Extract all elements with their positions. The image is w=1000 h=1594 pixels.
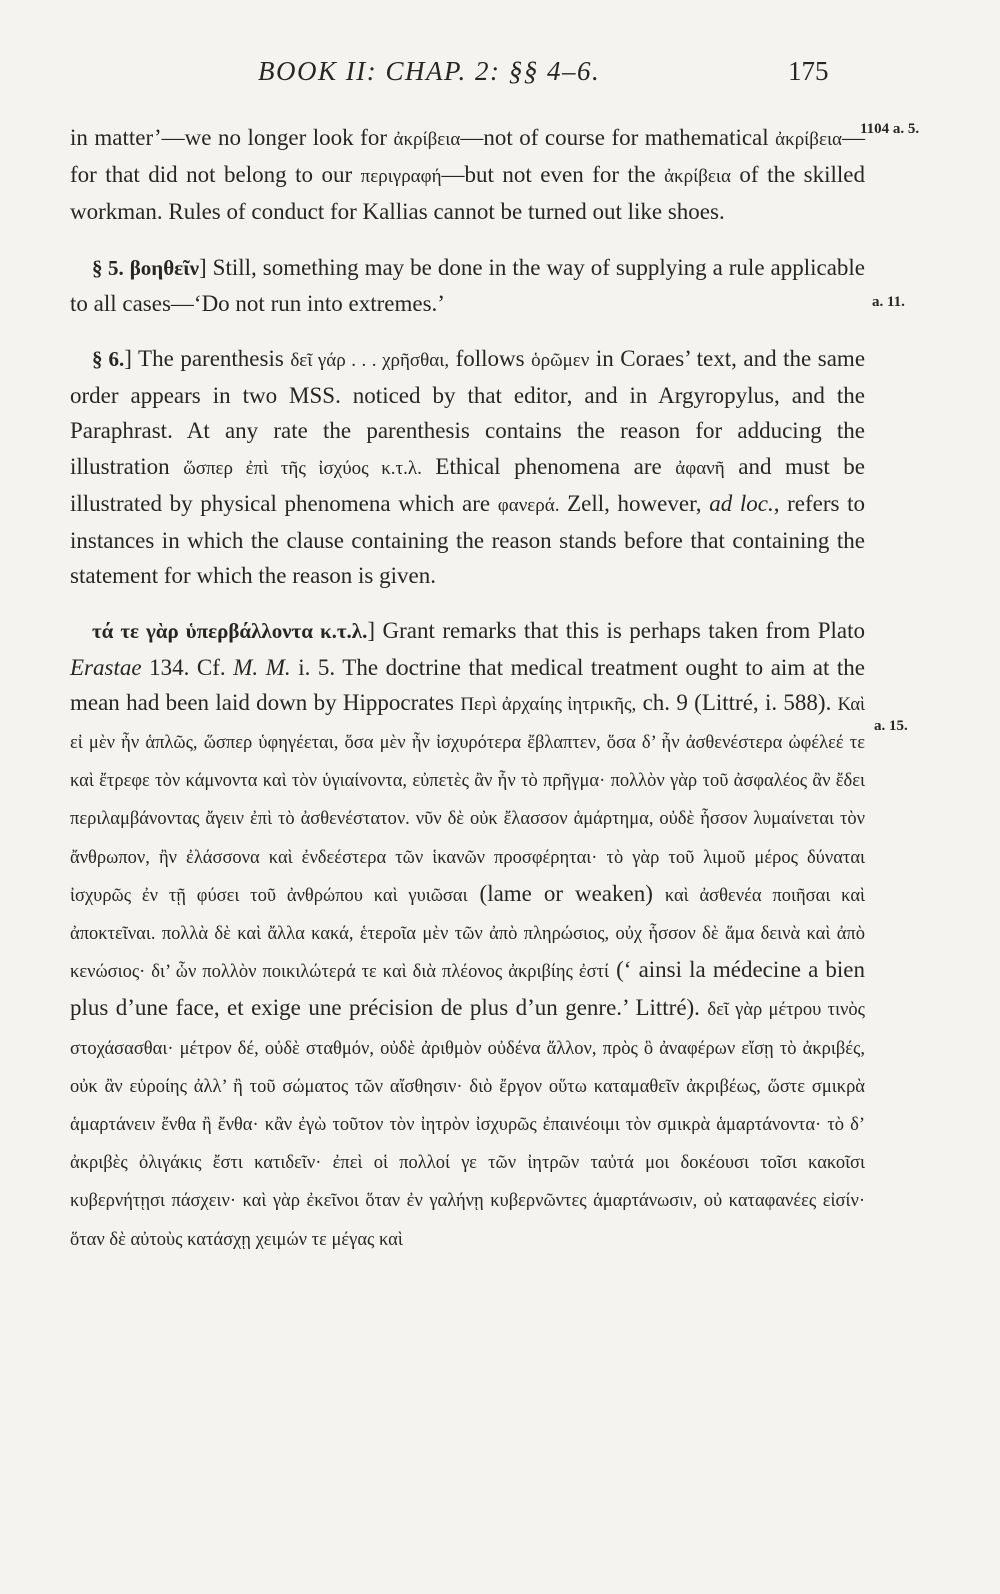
- text-run: (lame or weaken): [467, 880, 665, 906]
- italic-term: Erastae: [70, 654, 142, 680]
- lemma: τά τε γὰρ ὑπερβάλλοντα κ.τ.λ.: [92, 619, 368, 644]
- section-marker: § 5.: [92, 255, 124, 280]
- italic-term: M. M.: [233, 654, 291, 680]
- text-run: in Coraes’ text, and the same order appears in two MSS. noticed by that editor, and in Argyropylus, and the Paraphrast. At any rate the parenthesis contains the reason for adducing the illustration: [70, 346, 866, 479]
- text-run: Zell, however,: [559, 490, 710, 516]
- text-run: in matter’—we no longer look for: [70, 125, 394, 150]
- text-run: —not of course for mathematical: [460, 125, 776, 150]
- text-run: , refers to instances in which the clause containing the reason stands before that containing the statement for which the reason is given.: [70, 490, 865, 589]
- lemma: βοηθεῖν: [129, 255, 200, 280]
- text-run: and must be illustrated by physical phenomena which are: [70, 453, 865, 516]
- text-run: ] The parenthesis: [124, 346, 291, 372]
- text-run: 134. Cf.: [141, 654, 234, 680]
- greek-term: ὥσπερ ἐπὶ τῆς ἰσχύος κ.τ.λ.: [183, 457, 422, 479]
- greek-term: ὁρῶμεν: [531, 350, 590, 372]
- section-marker: § 6.: [92, 347, 125, 372]
- greek-term: ἀκρίβεια: [393, 129, 461, 150]
- note-hippocrates: [70, 613, 865, 1257]
- italic-term: ad loc.: [709, 490, 774, 516]
- margin-reference: a. 11.: [872, 294, 905, 310]
- page-header: [0, 56, 1000, 100]
- running-title: BOOK II: CHAP. 2: §§ 4–6.: [258, 56, 601, 86]
- greek-term: δεῖ γάρ . . . χρῆσθαι,: [290, 350, 450, 372]
- text-run: ] Still, something may be done in the way of supplying a rule applicable to all cases—‘Do not run into extremes.’: [70, 254, 866, 316]
- note-section-5: [70, 250, 865, 321]
- greek-term: Περὶ ἀρχαίης ἰητρικῆς,: [460, 693, 637, 715]
- text-run: ] Grant remarks that this is perhaps taken from Plato: [367, 618, 865, 644]
- text-run: (‘ ainsi la médecine a bien plus d’une face, et exige une précision de plus d’un genre.’ Littré).: [70, 957, 865, 1021]
- text-run: Ethical phenomena are: [421, 453, 676, 479]
- paragraph-continuation: [70, 120, 865, 230]
- text-run: follows: [449, 346, 532, 372]
- greek-quotation: δεῖ γὰρ μέτρου τινὸς στοχάσασθαι· μέτρον δέ, οὐδὲ σταθμόν, οὐδὲ ἀριθμὸν οὐδένα ἄλλον, πρὸς ὃ ἀναφέρων εἴσῃ τὸ ἀκριβές, οὐκ ἂν εὑροίης ἀλλ’ ἢ τοῦ σώματος τῶν αἴσθησιν· διὸ ἔργον οὕτω καταμαθεῖν ἀκριβέως, ὥστε σμικρὰ ἁμαρτάνειν ἔνθα ἢ ἔνθα· κἂν ἐγὼ τοῦτον τὸν ἰητρὸν ἰσχυρῶς ἐπαινέοιμι τὸν σμικρὰ ἁμαρτάνοντα· τὸ δ’ ἀκριβὲς ὀλιγάκις ἔστι κατιδεῖν· ἐπεὶ οἱ πολλοί γε τῶν ἰητρῶν ταὐτά μοι δοκέουσι τοῖσι κακοῖσι κυβερνήτῃσι πάσχειν· καὶ γὰρ ἐκεῖνοι ὅταν ἐν γαλήνῃ κυβερνῶντες ἁμαρτάνωσιν, οὐ καταφανέες εἰσίν· ὅταν δὲ αὐτοὺς κατάσχῃ χειμών τε μέγας καὶ: [70, 1000, 865, 1250]
- page-number: 175: [788, 56, 829, 86]
- text-run: —but not even for the: [441, 162, 665, 188]
- greek-term: ἀκρίβεια: [775, 129, 843, 150]
- greek-quotation: καὶ ἀσθενέα ποιῆσαι καὶ ἀποκτεῖναι. πολλὰ δὲ καὶ ἄλλα κακά, ἑτεροῖα μὲν τῶν ἀπὸ πληρώσιος, οὐχ ἧσσον δὲ ἅμα δεινὰ καὶ ἀπὸ κενώσιος· δι’ ὧν πολλὸν ποικιλώτερά τε καὶ διὰ πλέονος ἀκριβίης ἐστί: [70, 885, 865, 983]
- text-run: —for that did not belong to our: [70, 125, 866, 188]
- body-text: [70, 120, 865, 1278]
- greek-term: ἀφανῆ: [675, 457, 725, 479]
- text-run: ch. 9 (Littré, i. 588).: [636, 689, 838, 715]
- margin-reference: a. 15.: [874, 718, 908, 734]
- text-run: i. 5. The doctrine that medical treatment ought to aim at the mean had been laid down by Hippocrates: [70, 654, 866, 715]
- note-section-6: [70, 341, 865, 593]
- greek-quotation: Καὶ εἰ μὲν ἦν ἁπλῶς, ὥσπερ ὑφηγέεται, ὅσα μὲν ἦν ἰσχυρότερα ἔβλαπτεν, ὅσα δ’ ἦν ἀσθενέστερα ὠφέλεέ τε καὶ ἔτρεφε τὸν κάμνοντα καὶ τὸν ὑγιαίνοντα, εὐπετὲς ἂν ἦν τὸ πρῆγμα· πολλὸν γὰρ τοῦ ἀσφαλέος ἂν ἔδει περιλαμβάνοντας ἄγειν ἐπὶ τὸ ἀσθενέστατον. νῦν δὲ οὐκ ἔλασσον ἁμάρτημα, οὐδὲ ἧσσον λυμαίνεται τὸν ἄνθρωπον, ἢν ἐλάσσονα καὶ ἐνδεέστερα τῶν ἱκανῶν προσφέρηται· τὸ γὰρ τοῦ λιμοῦ μέρος δύναται ἰσχυρῶς ἐν τῇ φύσει τοῦ ἀνθρώπου καὶ γυιῶσαι: [70, 694, 865, 906]
- greek-term: φανερά.: [497, 494, 560, 516]
- text-run: of the skilled workman. Rules of conduct for Kallias cannot be turned out like shoes.: [70, 162, 865, 225]
- margin-reference: 1104 a. 5.: [860, 121, 920, 137]
- greek-term: ἀκρίβεια: [664, 166, 731, 188]
- greek-term: περιγραφή: [360, 166, 442, 188]
